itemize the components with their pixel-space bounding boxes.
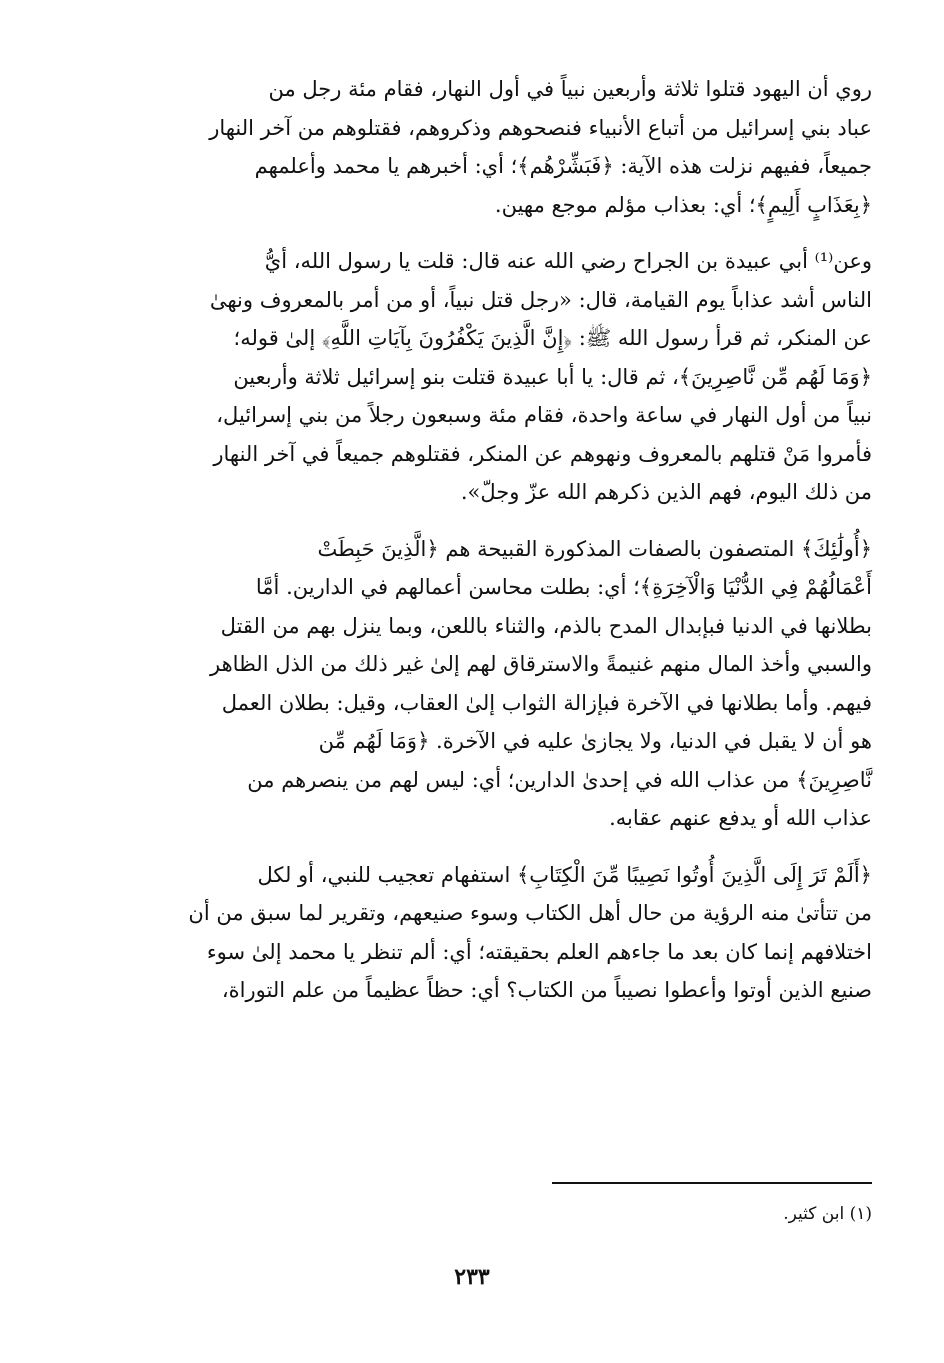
text-line: فأمروا مَنْ قتلهم بالمعروف ونهوهم عن المنكر، فقتلوهم جميعاً في آخر النهار bbox=[213, 441, 872, 466]
text-line: الناس أشد عذاباً يوم القيامة، قال: «رجل قتل نبياً، أو من أمر بالمعروف ونهىٰ bbox=[209, 287, 872, 312]
text-line: نبياً من أول النهار في ساعة واحدة، فقام مئة وسبعون رجلاً من بني إسرائيل، bbox=[216, 403, 872, 427]
text-line: نَّاصِرِينَ﴾ من عذاب الله في إحدىٰ الدارين؛ أي: ليس لهم من ينصرهم من bbox=[247, 767, 872, 792]
footnote-divider bbox=[552, 1182, 872, 1184]
paragraph-2 bbox=[100, 242, 872, 512]
text-line: ﴿وَمَا لَهُم مِّن نَّاصِرِينَ﴾، ثم قال: يا أبا عبيدة قتلت بنو إسرائيل ثلاثة وأربعين bbox=[233, 364, 872, 389]
text-line: ﴿أُولَٰئِكَ﴾ المتصفون بالصفات المذكورة القبيحة هم ﴿الَّذِينَ حَبِطَتْ bbox=[317, 536, 872, 561]
text-line: من تتأتىٰ منه الرؤية من حال أهل الكتاب وسوء صنيعهم، وتقرير لما سبق من أن bbox=[188, 901, 872, 925]
text-line: من ذلك اليوم، فهم الذين ذكرهم الله عزّ وجلّ». bbox=[460, 480, 872, 504]
text-line: هو أن لا يقبل في الدنيا، ولا يجازىٰ عليه في الآخرة. ﴿وَمَا لَهُم مِّن bbox=[318, 729, 872, 753]
text-line: ﴿بِعَذَابٍ أَلِيمٍ﴾؛ أي: بعذاب مؤلم موجع مهين. bbox=[494, 192, 872, 217]
text-line: عن المنكر، ثم قرأ رسول الله ﷺ: ﴿إِنَّ الَّذِينَ يَكْفُرُونَ بِآيَاتِ اللَّهِ﴾ إلىٰ قوله؛ bbox=[233, 326, 872, 350]
text-line: عباد بني إسرائيل من أتباع الأنبياء فنصحوهم وذكروهم، فقتلوهم من آخر النهار bbox=[209, 115, 872, 140]
page-body bbox=[100, 70, 872, 1028]
footnote-marker: (١) bbox=[849, 1204, 872, 1224]
paragraph-3 bbox=[100, 530, 872, 838]
text-line: بطلانها في الدنيا فبإبدال المدح بالذم، والثناء باللعن، وبما ينزل بهم من القتل bbox=[220, 613, 872, 638]
text-line: اختلافهم إنما كان بعد ما جاءهم العلم بحقيقته؛ أي: ألم تنظر يا محمد إلىٰ سوء bbox=[206, 939, 872, 964]
text-line: أَعْمَالُهُمْ فِي الدُّنْيَا وَالْآخِرَةِ﴾؛ أي: بطلت محاسن أعمالهم في الدارين. أمَّا bbox=[255, 575, 872, 599]
text-line: جميعاً، ففيهم نزلت هذه الآية: ﴿فَبَشِّرْهُم﴾؛ أي: أخبرهم يا محمد وأعلمهم bbox=[254, 154, 872, 178]
text-line: ﴿أَلَمْ تَرَ إِلَى الَّذِينَ أُوتُوا نَصِيبًا مِّنَ الْكِتَابِ﴾ استفهام تعجيب للنبي، أو لكل bbox=[257, 862, 872, 887]
text-line: وعن⁽¹⁾ أبي عبيدة بن الجراح رضي الله عنه قال: قلت يا رسول الله، أيُّ bbox=[264, 249, 872, 273]
text-line: فيهم. وأما بطلانها في الآخرة فبإزالة الثواب إلىٰ العقاب، وقيل: بطلان العمل bbox=[221, 690, 872, 715]
paragraph-4 bbox=[100, 856, 872, 1010]
text-line: روي أن اليهود قتلوا ثلاثة وأربعين نبياً في أول النهار، فقام مئة رجل من bbox=[268, 77, 872, 101]
paragraph-1 bbox=[100, 70, 872, 224]
text-line: والسبي وأخذ المال منهم غنيمةً والاسترقاق لهم إلىٰ غير ذلك من الذل الظاهر bbox=[210, 652, 872, 676]
footnote bbox=[100, 1200, 872, 1228]
text-line: عذاب الله أو يدفع عنهم عقابه. bbox=[609, 806, 872, 830]
page-number: ٢٣٣ bbox=[454, 1264, 490, 1290]
footnote-text: ابن كثير. bbox=[783, 1204, 845, 1224]
text-line: صنيع الذين أوتوا وأعطوا نصيباً من الكتاب؟ أي: حظاً عظيماً من علم التوراة، bbox=[221, 978, 872, 1002]
